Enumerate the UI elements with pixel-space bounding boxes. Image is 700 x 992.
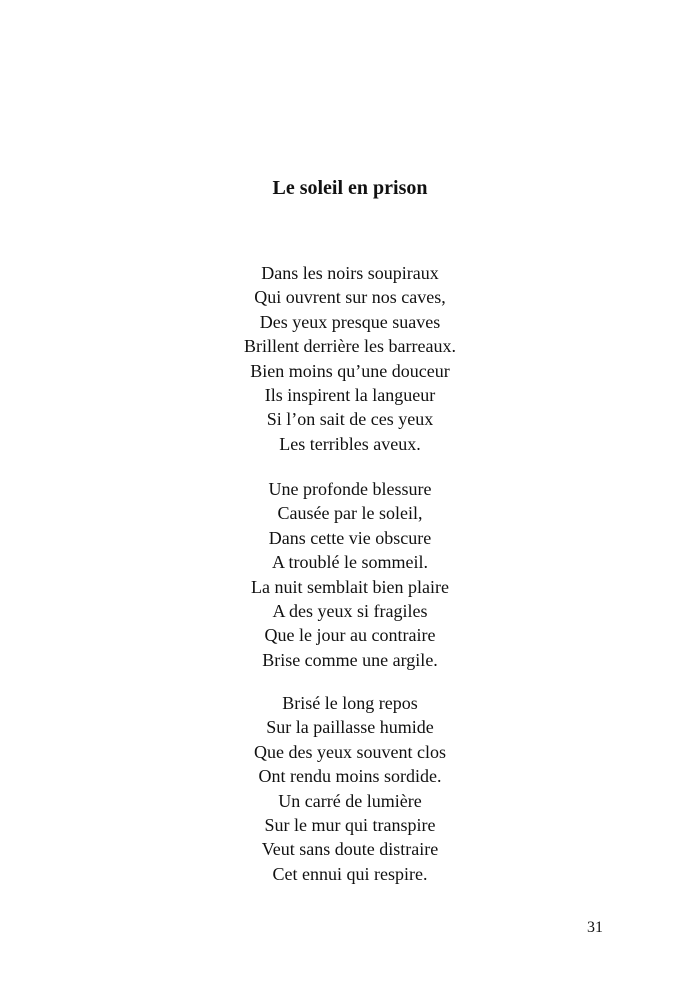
verse-line: Sur le mur qui transpire bbox=[264, 815, 436, 836]
stanza bbox=[0, 691, 700, 886]
poem-title: Le soleil en prison bbox=[272, 177, 428, 199]
verse-line: Un carré de lumière bbox=[278, 790, 422, 811]
verse-line: Une profonde blessure bbox=[268, 479, 432, 499]
verse-line: Brisé le long repos bbox=[282, 693, 418, 713]
verse-line: Les terribles aveux. bbox=[279, 433, 421, 454]
verse-line: Cet ennui qui respire. bbox=[272, 863, 428, 884]
verse-line: Brise comme une argile. bbox=[262, 649, 438, 670]
verse-line: Sur la paillasse humide bbox=[266, 717, 434, 738]
verse-line: Veut sans doute distraire bbox=[261, 839, 439, 860]
stanza bbox=[0, 261, 700, 456]
verse-line: Causée par le soleil, bbox=[277, 503, 423, 524]
verse-line: Qui ouvrent sur nos caves, bbox=[254, 287, 446, 308]
verse-line: Ont rendu moins sordide. bbox=[258, 766, 442, 787]
verse-line: Des yeux presque suaves bbox=[259, 311, 441, 332]
verse-line: Brillent derrière les barreaux. bbox=[244, 336, 456, 357]
verse-line: Que des yeux souvent clos bbox=[254, 741, 446, 762]
verse-line: Ils inspirent la langueur bbox=[264, 385, 436, 406]
verse-line: La nuit semblait bien plaire bbox=[251, 576, 449, 597]
page-number: 31 bbox=[587, 919, 603, 936]
verse-line: Si l’on sait de ces yeux bbox=[266, 409, 434, 430]
verse-line: Bien moins qu’une douceur bbox=[250, 360, 450, 381]
verse-line: Dans cette vie obscure bbox=[268, 527, 432, 548]
verse-line: A troublé le sommeil. bbox=[272, 552, 428, 573]
stanza bbox=[0, 477, 700, 672]
verse-line: Dans les noirs soupiraux bbox=[261, 263, 439, 283]
verse-line: Que le jour au contraire bbox=[264, 625, 436, 646]
verse-line: A des yeux si fragiles bbox=[272, 601, 428, 622]
